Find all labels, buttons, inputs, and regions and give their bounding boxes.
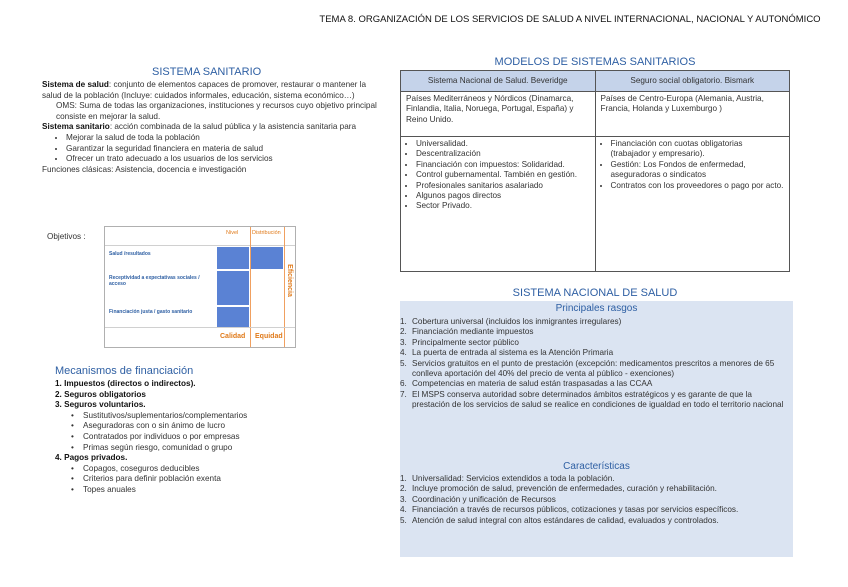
col-distribucion: Distribución (252, 230, 281, 236)
objetivos-label: Objetivos : (47, 232, 86, 241)
list-item: • Mejorar la salud de toda la población (66, 133, 382, 144)
def-text: : conjunto de elementos capaces de promover, restaurar o mantener la salud de la población (Incluye: cuidados informales, educación, sistema económico…) (42, 80, 367, 100)
list-item: • Contratos con los proveedores o pago por acto. (611, 181, 785, 191)
financiacion-heading: Mecanismos de financiación (55, 365, 194, 377)
row-receptividad: Receptividad a expectativas sociales / acceso (109, 275, 200, 287)
label-equidad: Equidad (255, 333, 283, 340)
list-item: 2. Financiación mediante impuestos (400, 327, 534, 337)
rasgos-title: Principales rasgos (555, 303, 638, 314)
objectives-list (42, 133, 382, 165)
def-sistema-sanitario (42, 122, 382, 133)
list-item: • Aseguradoras con o sin ánimo de lucro (55, 421, 375, 432)
objetivos-grid (104, 226, 296, 348)
list-item: • Primas según riesgo, comunidad o grupo (55, 443, 375, 454)
list-item: 1. Impuestos (directos o indirectos). (55, 379, 196, 388)
list-item: 1. Cobertura universal (incluidos los inmigrantes irregulares) (400, 317, 622, 326)
list-item: • Sustitutivos/suplementarios/complementarios (55, 411, 375, 422)
funciones-clasicas: Funciones clásicas: Asistencia, docencia e investigación (42, 164, 247, 174)
cell-blue (251, 247, 283, 269)
list-item: 5. Atención de salud integral con altos estándares de calidad, evaluados y controlados. (400, 515, 719, 525)
list-item: 5. Servicios gratuitos en el punto de prestación (excepción: medicamentos prescritos a menores de 65 conlleva aportación del 40% del precio de venta al público - exenciones) (400, 358, 775, 379)
list-item: 2. Incluye promoción de salud, prevención de enfermedades, curación y rehabilitación. (400, 484, 717, 494)
label-calidad: Calidad (220, 333, 246, 340)
list-item: • Financiación con impuestos: Solidaridad. (416, 160, 590, 170)
list-item: • Algunos pagos directos (416, 191, 590, 201)
beveridge-features (401, 137, 596, 272)
sns-heading: SISTEMA NACIONAL DE SALUD (512, 287, 678, 299)
list-item: • Sector Privado. (416, 201, 590, 211)
rasgos-list (400, 317, 790, 411)
list-item: 3. Seguros voluntarios. (55, 400, 146, 410)
list-item: 4. Financiación a través de recursos públicos, cotizaciones y tasas por servicios específicos. (400, 505, 739, 515)
list-item: 6. Competencias en materia de salud están traspasadas a las CCAA (400, 379, 653, 389)
list-item: 2. Seguros obligatorios (55, 389, 146, 399)
modelos-table (400, 70, 790, 272)
col-nivel: Nivel (226, 230, 239, 236)
modelos-heading: MODELOS DE SISTEMAS SANITARIOS (494, 56, 696, 68)
bismark-countries: Países de Centro-Europa (Alemania, Austria, Francia, Holanda y Luxemburgo ) (595, 92, 790, 137)
list-item: • Descentralización (416, 149, 590, 159)
page-title: TEMA 8. ORGANIZACIÓN DE LOS SERVICIOS DE SALUD A NIVEL INTERNACIONAL, NACIONAL Y AUTONÓMICO (319, 14, 821, 25)
def-text: : acción combinada de la salud pública y la asistencia sanitaria para (109, 122, 357, 132)
cell-blue (217, 247, 249, 269)
col-bismark: Seguro social obligatorio. Bismark (595, 71, 790, 92)
financiacion-list (55, 379, 375, 496)
cell-blue (217, 271, 249, 305)
list-item: • Contratados por individuos o por empresas (55, 432, 375, 443)
list-item: • Copagos, coseguros deducibles (55, 464, 375, 475)
bismark-features (595, 137, 790, 272)
list-item: • Garantizar la seguridad financiera en materia de salud (66, 144, 382, 155)
list-item: • Topes anuales (55, 485, 375, 496)
list-item: • Control gubernamental. También en gestión. (416, 170, 590, 180)
col-beveridge: Sistema Nacional de Salud. Beveridge (401, 71, 596, 92)
list-item: 4. La puerta de entrada al sistema es la Atención Primaria (400, 348, 614, 358)
list-item: • Financiación con cuotas obligatorias (trabajador y empresario). (611, 139, 785, 160)
row-financiacion: Financiación justa / gasto sanitario (109, 309, 193, 315)
list-item: • Ofrecer un trato adecuado a los usuarios de los servicios (66, 154, 382, 165)
caracteristicas-list (400, 474, 790, 526)
def-term: Sistema sanitario (42, 122, 110, 132)
sistema-sanitario-text (42, 80, 382, 175)
list-item: 3. Coordinación y unificación de Recursos (400, 494, 556, 504)
row-salud: Salud /resultados (109, 251, 151, 257)
list-item: • Profesionales sanitarios asalariado (416, 181, 590, 191)
sistema-sanitario-heading: SISTEMA SANITARIO (152, 66, 262, 78)
list-item: 7. El MSPS conserva autoridad sobre determinados ámbitos estratégicos y es garante de que la prestación de los servicios de salud se realice en condiciones de igualdad en todo el territorio nacional (400, 389, 784, 410)
caracteristicas-title: Características (563, 461, 630, 472)
label-eficiencia: Eficiencia (285, 264, 293, 297)
list-item: • Universalidad. (416, 139, 590, 149)
list-item: • Gestión: Los Fondos de enfermedad, aseguradoras o sindicatos (611, 160, 785, 181)
oms-definition: OMS: Suma de todas las organizaciones, instituciones y recursos cuyo objetivo principal consiste en mejorar la salud. (56, 101, 377, 121)
def-term: Sistema de salud (42, 80, 109, 89)
list-item: 3. Principalmente sector público (400, 337, 519, 347)
beveridge-countries: Países Mediterráneos y Nórdicos (Dinamarca, Finlandia, Italia, Noruega, Portugal, España) y Reino Unido. (401, 92, 596, 137)
def-sistema-salud (42, 80, 382, 101)
list-item: 1. Universalidad: Servicios extendidos a toda la población. (400, 474, 615, 483)
list-item: • Criterios para definir población exenta (55, 474, 375, 485)
cell-blue (217, 307, 249, 327)
list-item: 4. Pagos privados. (55, 453, 128, 463)
